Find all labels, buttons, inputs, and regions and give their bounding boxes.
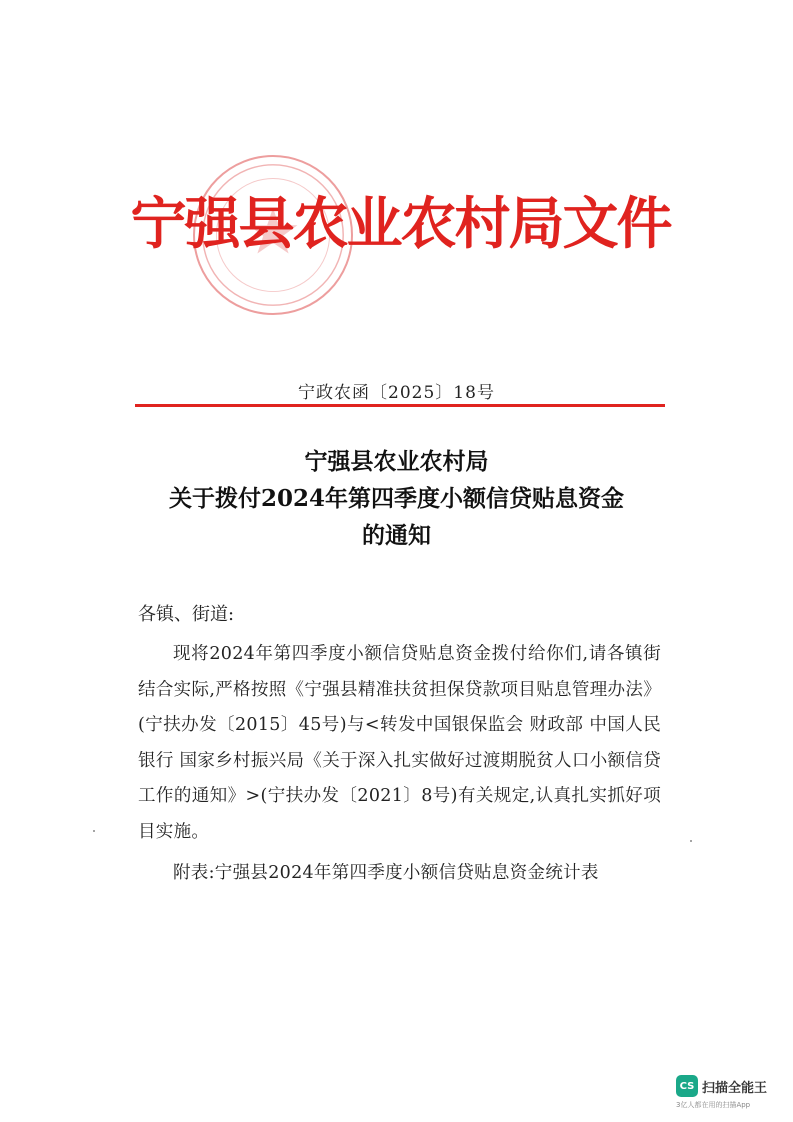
scanner-watermark — [676, 1075, 788, 1110]
watermark-app-name: 扫描全能王 — [702, 1080, 768, 1096]
body-paragraph: 现将2024年第四季度小额信贷贴息资金拨付给你们,请各镇街结合实际,严格按照《宁强县精准扶贫担保贷款项目贴息管理办法》(宁扶办发〔2015〕45号)与<转发中国银保监会 财政部 中国人民银行 国家乡村振兴局《关于深入扎实做好过渡期脱贫人口小额信贷工作的通知》>(宁扶办发〔2021〕8号)有关规定,认真扎实抓好项目实施。 — [138, 644, 661, 842]
watermark-brand — [676, 1075, 788, 1097]
title-line-3: 的通知 — [362, 522, 431, 549]
red-divider — [135, 404, 665, 407]
attachment-note: 附表:宁强县2024年第四季度小额信贷贴息资金统计表 — [173, 863, 599, 883]
document-title — [0, 443, 793, 554]
camscanner-logo-icon: CS — [676, 1075, 698, 1097]
watermark-tagline: 3亿人都在用的扫描App — [676, 1101, 751, 1109]
title-line-1: 宁强县农业农村局 — [304, 448, 489, 475]
scan-speck — [93, 830, 95, 832]
document-number: 宁政农函〔2025〕18号 — [298, 383, 495, 403]
letterhead-title: 宁强县农业农村局文件 — [130, 192, 671, 257]
salutation: 各镇、街道: — [138, 604, 235, 625]
title-line-2: 关于拨付2024年第四季度小额信贷贴息资金 — [168, 485, 624, 512]
scan-speck — [690, 840, 692, 842]
